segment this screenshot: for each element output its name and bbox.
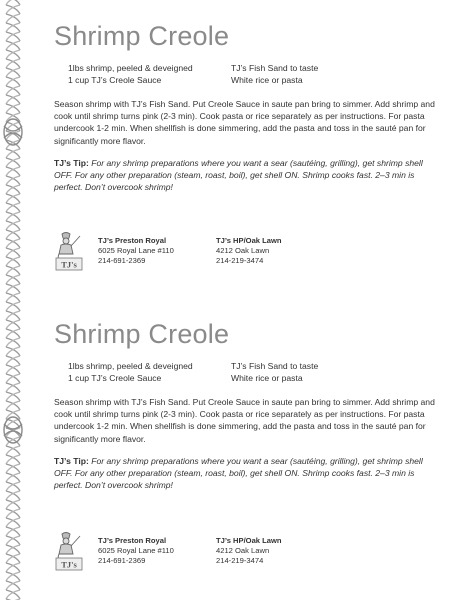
ingredient-item: White rice or pasta: [231, 75, 303, 85]
recipe-footer: [54, 230, 454, 276]
svg-text:TJ's: TJ's: [61, 559, 77, 570]
location-hp-oak-lawn: [216, 236, 282, 266]
location-hp-oak-lawn: [216, 536, 282, 566]
ingredient-item: White rice or pasta: [231, 373, 303, 383]
location-phone: 214-691-2369: [98, 256, 146, 265]
recipe-title: Shrimp Creole: [54, 319, 230, 349]
location-name: TJ’s Preston Royal: [98, 236, 167, 245]
rope-border-icon: [0, 0, 26, 600]
recipe-tip: [54, 157, 442, 194]
tip-text: For any shrimp preparations where you want a sear (sautéing, grilling), get shrimp shell OFF. For any other preparation (steam, roast, boil), get shell ON. Shrimp cooks fast. 2–3 min is perfect. Don’t overcook shrimp!: [54, 157, 423, 193]
ingredient-list: [68, 62, 454, 86]
location-phone: 214-219-3474: [216, 256, 264, 265]
ingredient-item: 1 cup TJ’s Creole Sauce: [68, 373, 162, 383]
location-name: TJ’s HP/Oak Lawn: [216, 236, 282, 245]
recipe-tip: [54, 455, 442, 492]
ingredient-item: TJ’s Fish Sand to taste: [231, 361, 319, 371]
location-address: 4212 Oak Lawn: [216, 246, 270, 255]
location-address: 6025 Royal Lane #110: [98, 246, 174, 255]
ingredient-list: [68, 360, 454, 384]
recipe-directions: Season shrimp with TJ’s Fish Sand. Put Creole Sauce in saute pan bring to simmer. Add shrimp and cook until shrimp turns pink (2-3 min). Cook pasta or rice separately as per instructions. For pasta undercook 1-2 min. When shellfish is done simmering, add the pasta and toss in the sauté pan for significantly more flavor.: [54, 397, 435, 444]
tip-text: For any shrimp preparations where you want a sear (sautéing, grilling), get shrimp shell OFF. For any other preparation (steam, roast, boil), get shell ON. Shrimp cooks fast. 2–3 min is perfect. Don’t overcook shrimp!: [54, 455, 423, 491]
location-address: 4212 Oak Lawn: [216, 546, 270, 555]
location-phone: 214-219-3474: [216, 556, 264, 565]
tip-label: TJ’s Tip:: [54, 157, 89, 168]
recipe-title: Shrimp Creole: [54, 21, 230, 51]
ingredient-item: 1lbs shrimp, peeled & deveigned: [68, 361, 193, 371]
tjs-fisherman-logo-icon: [54, 230, 84, 274]
ingredient-item: TJ’s Fish Sand to taste: [231, 63, 319, 73]
location-phone: 214-691-2369: [98, 556, 146, 565]
ingredient-item: 1lbs shrimp, peeled & deveigned: [68, 63, 193, 73]
location-address: 6025 Royal Lane #110: [98, 546, 174, 555]
recipe-footer: [54, 530, 454, 576]
tip-label: TJ’s Tip:: [54, 455, 89, 466]
location-preston-royal: [98, 536, 174, 566]
recipe-card-1: [54, 18, 454, 270]
location-name: TJ’s HP/Oak Lawn: [216, 536, 282, 545]
location-preston-royal: [98, 236, 174, 266]
svg-text:TJ's: TJ's: [61, 259, 77, 270]
recipe-card-2: [54, 316, 454, 570]
ingredient-item: 1 cup TJ’s Creole Sauce: [68, 75, 162, 85]
tjs-fisherman-logo-icon: [54, 530, 84, 574]
location-name: TJ’s Preston Royal: [98, 536, 167, 545]
recipe-directions: Season shrimp with TJ’s Fish Sand. Put Creole Sauce in saute pan bring to simmer. Add shrimp and cook until shrimp turns pink (2-3 min). Cook pasta or rice separately as per instructions. For pasta undercook 1-2 min. When shellfish is done simmering, add the pasta and toss in the sauté pan for significantly more flavor.: [54, 99, 435, 146]
